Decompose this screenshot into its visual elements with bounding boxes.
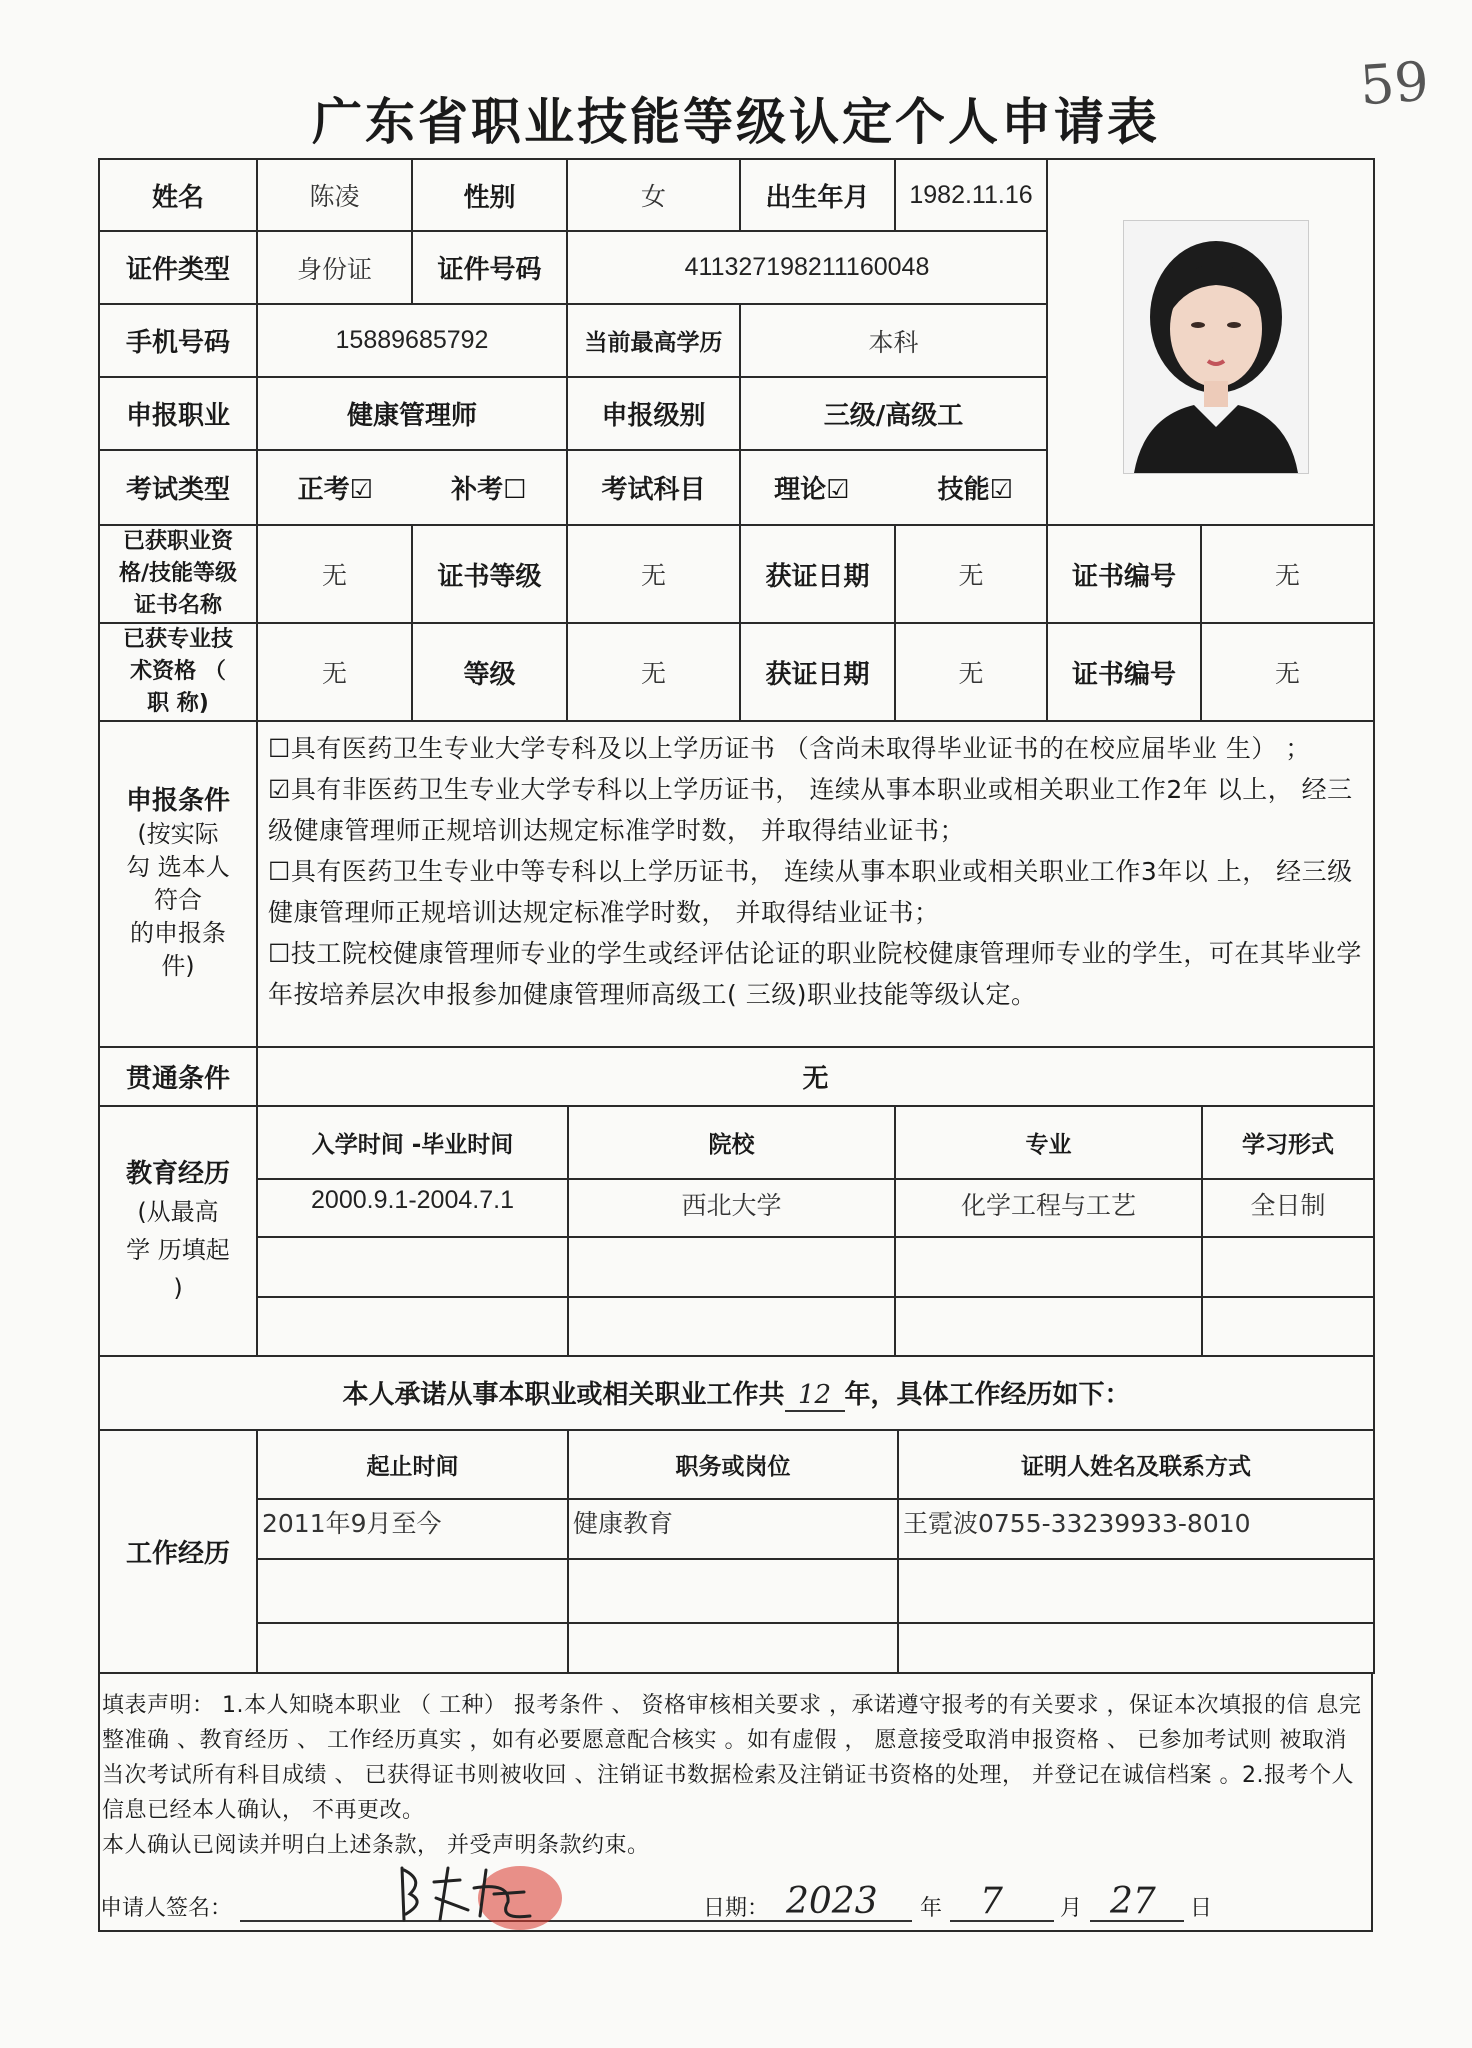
sign-month: 7	[980, 1881, 1003, 1922]
cert-level-value: 无	[567, 525, 740, 623]
edu-header-school: 院校	[568, 1107, 895, 1179]
title-grade-label: 等级	[412, 623, 567, 721]
skill-option[interactable]: 技能☑	[937, 475, 1013, 505]
work-row-position	[568, 1559, 898, 1623]
phone-value: 15889685792	[257, 304, 567, 377]
work-history-label: 工作经历	[99, 1430, 257, 1673]
condition-4-checkbox-icon[interactable]: ☐	[268, 939, 291, 968]
condition-4[interactable]: ☐技工院校健康管理师专业的学生或经评估论证的职业院校健康管理师专业的学生，可在其毕业学年按培养层次申报参加健康管理师高级工( 三级)职业技能等级认定。	[268, 939, 1362, 1009]
work-row-reference	[898, 1559, 1373, 1623]
work-row-period: 2011年9月至今	[258, 1499, 568, 1559]
conditions-label: 申报条件 (按实际 勾 选本人 符合 的申报条 件)	[99, 721, 257, 1047]
work-history-table-cell	[257, 1430, 1374, 1673]
title-no-value: 无	[1201, 623, 1374, 721]
work-row-position	[568, 1623, 898, 1672]
declaration-text: 填表声明： 1.本人知晓本职业 （ 工种） 报考条件 、 资格审核相关要求 ，承诺遵守报考的有关要求 ，保证本次填报的信 息完整准确 、教育经历 、 工作经历真实 ，如有必要愿意配合核实 。如有虚假 ， 愿意接受取消申报资格 、 已参加考试则 被取消当次考试所有科目成绩 、 已获得证书则被收回 、注销证书数据检索及注销证书资格的处理， 并登记在诚信档案 。2.报考个人信息已经本人确认， 不再更改。	[102, 1693, 1362, 1823]
cert-level-label: 证书等级	[412, 525, 567, 623]
makeup-checkbox-icon[interactable]: ☐	[503, 475, 527, 505]
bottom-border	[98, 1930, 1373, 1932]
right-border	[1371, 1674, 1373, 1930]
education-value: 本科	[740, 304, 1047, 377]
condition-3-checkbox-icon[interactable]: ☐	[268, 857, 291, 886]
edu-row-mode	[1202, 1237, 1373, 1297]
edu-header-period: 入学时间 -毕业时间	[258, 1107, 568, 1179]
occupation-value: 健康管理师	[257, 377, 567, 450]
cert-date-value: 无	[895, 525, 1047, 623]
condition-2[interactable]: ☑具有非医药卫生专业大学专科以上学历证书， 连续从事本职业或相关职业工作2年 以上， 经三级健康管理师正规培训达规定标准学时数， 并取得结业证书；	[268, 775, 1353, 845]
id-no-value: 411327198211160048	[567, 231, 1047, 304]
cert-no-label: 证书编号	[1047, 525, 1201, 623]
edu-header-major: 专业	[895, 1107, 1202, 1179]
exam-type-options	[257, 450, 567, 525]
work-row-period	[258, 1559, 568, 1623]
id-type-label: 证件类型	[99, 231, 257, 304]
handwritten-signature-icon	[390, 1854, 580, 1930]
education-history-table-cell	[257, 1106, 1374, 1356]
condition-1[interactable]: ☐具有医药卫生专业大学专科及以上学历证书 （含尚未取得毕业证书的在校应届毕业 生） ；	[268, 734, 1311, 763]
exam-subject-label: 考试科目	[567, 450, 740, 525]
edu-header-mode: 学习形式	[1202, 1107, 1373, 1179]
level-label: 申报级别	[567, 377, 740, 450]
applicant-photo	[1123, 220, 1309, 474]
id-type-value: 身份证	[257, 231, 412, 304]
work-header-reference: 证明人姓名及联系方式	[898, 1431, 1373, 1499]
signature-label: 申请人签名：	[100, 1896, 233, 1921]
gender-label: 性别	[412, 159, 567, 231]
date-label: 日期：	[703, 1896, 770, 1921]
pass-condition-value: 无	[257, 1047, 1374, 1106]
sign-year: 2023	[786, 1881, 878, 1922]
commitment-years: 12	[785, 1380, 845, 1412]
day-unit: 日	[1190, 1896, 1213, 1921]
year-unit: 年	[920, 1896, 943, 1921]
makeup-exam-option[interactable]: 补考☐	[451, 475, 527, 505]
birth-value: 1982.11.16	[895, 159, 1047, 231]
exam-subject-options	[740, 450, 1047, 525]
title-name-value: 无	[257, 623, 412, 721]
work-row-reference	[898, 1623, 1373, 1672]
page-number: 59	[1357, 49, 1431, 118]
declaration-confirm: 本人确认已阅读并明白上述条款， 并受声明条款约束。	[102, 1833, 650, 1858]
name-value: 陈凌	[257, 159, 412, 231]
title-no-label: 证书编号	[1047, 623, 1201, 721]
work-row-reference: 王霓波0755-33239933-8010	[898, 1499, 1373, 1559]
edu-row-period: 2000.9.1-2004.7.1	[258, 1179, 568, 1237]
edu-row-major: 化学工程与工艺	[895, 1179, 1202, 1237]
work-row-period	[258, 1623, 568, 1672]
cert-name-value: 无	[257, 525, 412, 623]
name-label: 姓名	[99, 159, 257, 231]
portrait-image	[1124, 221, 1308, 473]
title-grade-value: 无	[567, 623, 740, 721]
month-unit: 月	[1060, 1896, 1083, 1921]
declaration-statement	[102, 1688, 1364, 1863]
cert-date-label: 获证日期	[740, 525, 895, 623]
edu-row-major	[895, 1237, 1202, 1297]
condition-2-checkbox-checked-icon[interactable]: ☑	[268, 775, 291, 804]
education-label: 当前最高学历	[567, 304, 740, 377]
skill-checkbox-checked-icon[interactable]: ☑	[989, 475, 1013, 505]
conditions-list	[257, 721, 1374, 1047]
edu-row-school: 西北大学	[568, 1179, 895, 1237]
form-title: 广东省职业技能等级认定个人申请表	[312, 93, 1160, 151]
work-commitment: 本人承诺从事本职业或相关职业工作共 12 年，具体工作经历如下：	[99, 1356, 1374, 1430]
work-header-period: 起止时间	[258, 1431, 568, 1499]
condition-1-checkbox-icon[interactable]: ☐	[268, 734, 291, 763]
education-history-table	[258, 1107, 1373, 1355]
left-border	[98, 1674, 100, 1930]
work-row-position: 健康教育	[568, 1499, 898, 1559]
edu-row-period	[258, 1237, 568, 1297]
signature-row	[100, 1876, 1370, 1928]
level-value: 三级/高级工	[740, 377, 1047, 450]
education-history-label: 教育经历 (从最高 学 历填起 )	[99, 1106, 257, 1356]
gender-value: 女	[567, 159, 740, 231]
title-date-label: 获证日期	[740, 623, 895, 721]
edu-row-major	[895, 1297, 1202, 1355]
work-history-table	[258, 1431, 1373, 1672]
theory-checkbox-checked-icon[interactable]: ☑	[826, 475, 850, 505]
edu-row-school	[568, 1237, 895, 1297]
exam-type-label: 考试类型	[99, 450, 257, 525]
regular-checkbox-checked-icon[interactable]: ☑	[349, 475, 373, 505]
edu-row-mode	[1202, 1297, 1373, 1355]
regular-exam-option[interactable]: 正考☑	[297, 475, 373, 505]
cert-qualification-label: 已获职业资 格/技能等级 证书名称	[99, 525, 257, 623]
birth-label: 出生年月	[740, 159, 895, 231]
sign-day: 27	[1110, 1881, 1156, 1922]
theory-option[interactable]: 理论☑	[774, 475, 850, 505]
occupation-label: 申报职业	[99, 377, 257, 450]
edu-row-mode: 全日制	[1202, 1179, 1373, 1237]
title-date-value: 无	[895, 623, 1047, 721]
id-no-label: 证件号码	[412, 231, 567, 304]
edu-row-period	[258, 1297, 568, 1355]
condition-3[interactable]: ☐具有医药卫生专业中等专科以上学历证书， 连续从事本职业或相关职业工作3年以 上， 经三级健康管理师正规培训达规定标准学时数， 并取得结业证书；	[268, 857, 1353, 927]
phone-label: 手机号码	[99, 304, 257, 377]
work-header-position: 职务或岗位	[568, 1431, 898, 1499]
pass-condition-label: 贯通条件	[99, 1047, 257, 1106]
cert-no-value: 无	[1201, 525, 1374, 623]
professional-title-label: 已获专业技 术资格 （ 职 称)	[99, 623, 257, 721]
edu-row-school	[568, 1297, 895, 1355]
